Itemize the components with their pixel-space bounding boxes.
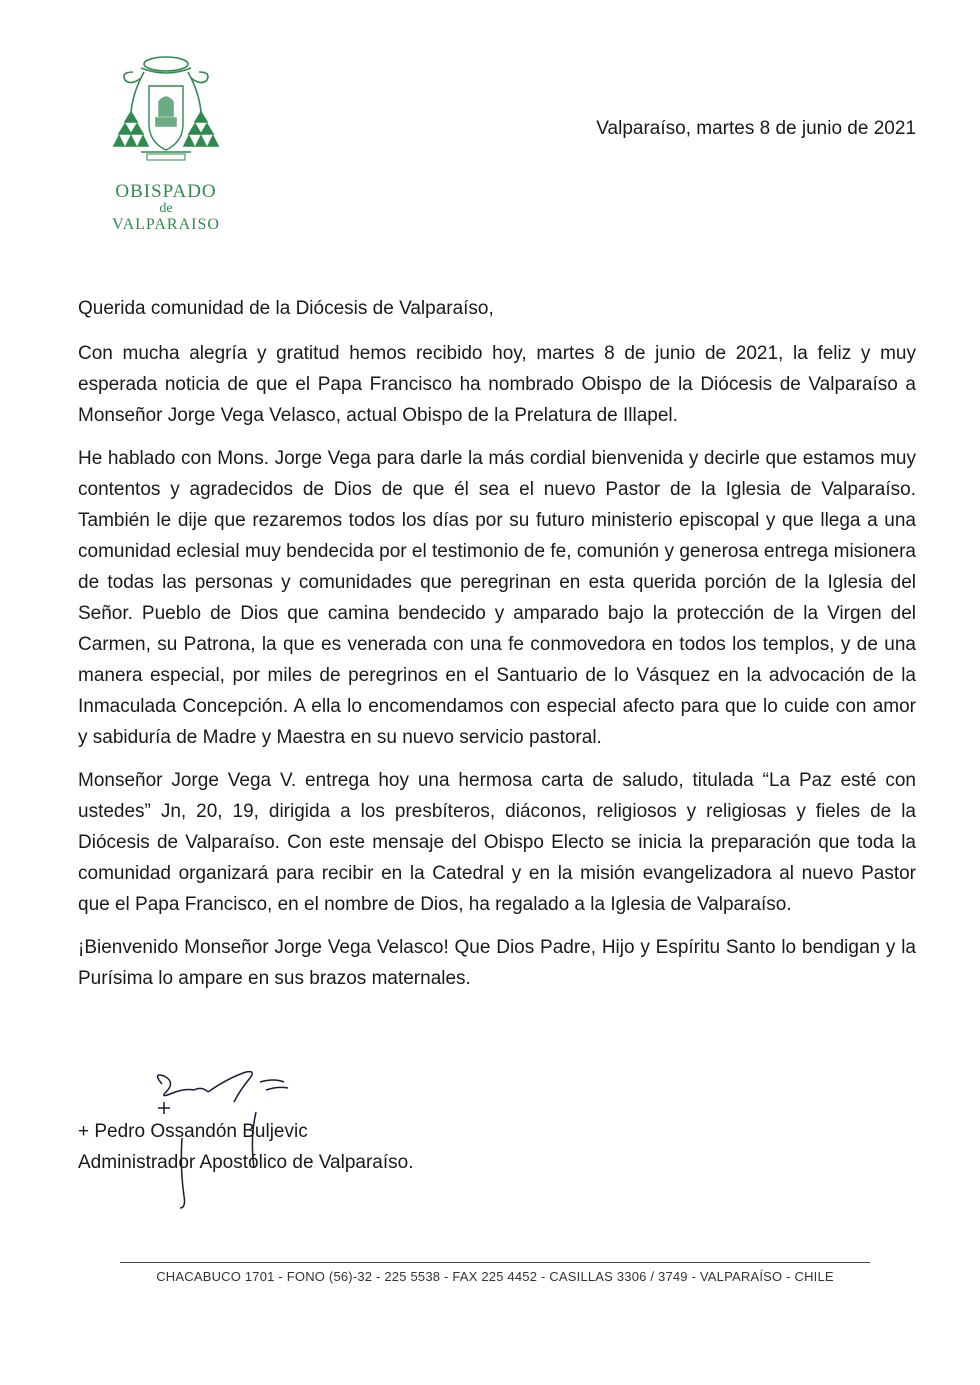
episcopal-coat-of-arms-icon — [111, 52, 221, 164]
org-name-line-2: de — [159, 200, 173, 216]
paragraph: He hablado con Mons. Jorge Vega para darle la más cordial bienvenida y decirle que estamos muy contentos y agradecidos de Dios de que él sea el nuevo Pastor de la Iglesia de Valparaíso. También le dije que rezaremos todos los días por su futuro ministerio episcopal y que llega a una comunidad eclesial muy bendecida por el testimonio de fe, comunión y generosa entrega misionera de todas las personas y comunidades que peregrinan en esta querida porción de la Iglesia del Señor. Pueblo de Dios que camina bendecido y amparado bajo la protección de la Virgen del Carmen, su Patrona, la que es venerada con una fe conmovedora en todos los templos, y de una manera especial, por miles de peregrinos en el Santuario de lo Vásquez en la advocación de la Inmaculada Concepción. A ella lo encomendamos con especial afecto para que lo cuide con amor y sabiduría de Madre y Maestra en su nuevo servicio pastoral. — [78, 448, 916, 748]
signer-name: + Pedro Ossandón Buljevic — [78, 1121, 308, 1142]
letterhead — [96, 52, 236, 233]
salutation: Querida comunidad de la Diócesis de Valparaíso, — [78, 298, 494, 319]
paragraph: Monseñor Jorge Vega V. entrega hoy una hermosa carta de saludo, titulada “La Paz esté con ustedes” Jn, 20, 19, dirigida a los presbíteros, diáconos, religiosos y religiosas y fieles de la Diócesis de Valparaíso. Con este mensaje del Obispo Electo se inicia la preparación que toda la comunidad organizará para recibir en la Catedral y en la misión evangelizadora al nuevo Pastor que el Papa Francisco, en el nombre de Dios, ha regalado a la Iglesia de Valparaíso. — [78, 770, 916, 915]
paragraph: Con mucha alegría y gratitud hemos recibido hoy, martes 8 de junio de 2021, la feliz y muy esperada noticia de que el Papa Francisco ha nombrado Obispo de la Diócesis de Valparaíso a Monseñor Jorge Vega Velasco, actual Obispo de la Prelatura de Illapel. — [78, 343, 916, 426]
paragraph: ¡Bienvenido Monseñor Jorge Vega Velasco! Que Dios Padre, Hijo y Espíritu Santo lo bendigan y la Purísima lo ampare en sus brazos maternales. — [78, 937, 916, 989]
footer-address: CHACABUCO 1701 - FONO (56)-32 - 225 5538 - FAX 225 4452 - CASILLAS 3306 / 3749 - VALPARAÍSO - CHILE — [156, 1269, 834, 1284]
organization-name — [96, 182, 236, 233]
signature-block — [78, 1116, 414, 1178]
org-name-line-1: OBISPADO — [115, 181, 217, 202]
footer-divider — [120, 1262, 870, 1263]
signer-title: Administrador Apostólico de Valparaíso. — [78, 1152, 414, 1173]
letter-body — [78, 293, 916, 1006]
letter-date: Valparaíso, martes 8 de junio de 2021 — [596, 118, 916, 139]
org-name-line-3: VALPARAISO — [112, 215, 220, 233]
